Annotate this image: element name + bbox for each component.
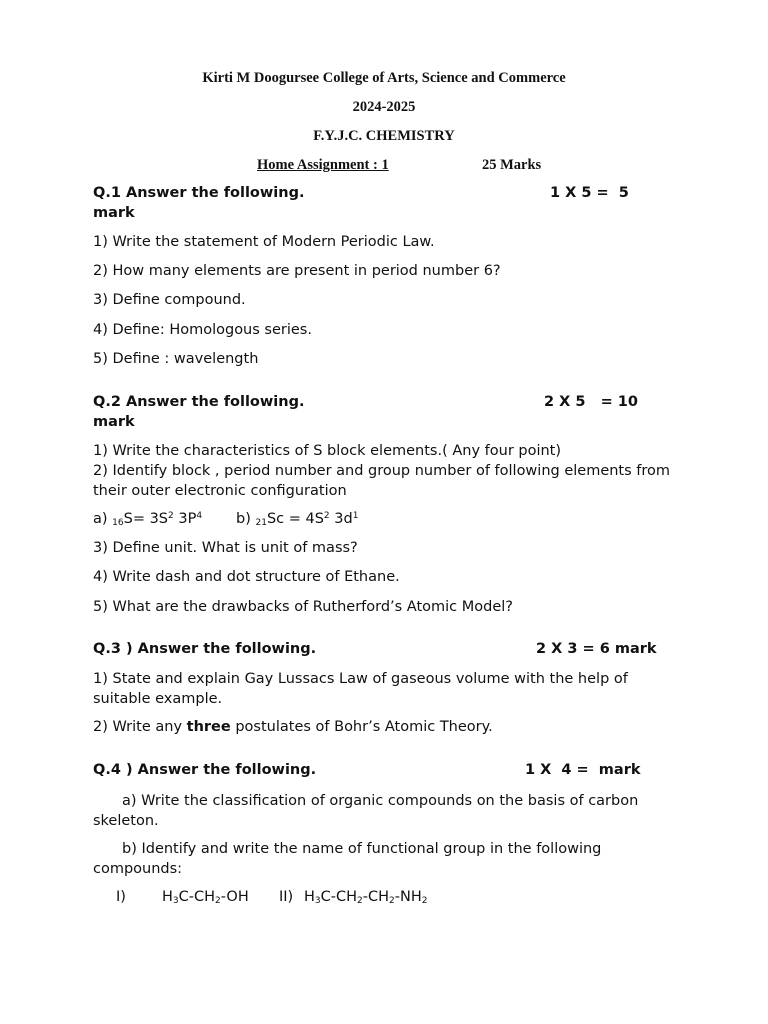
q1-item-5: 5) Define : wavelength xyxy=(93,351,259,367)
compound-1-label: I) xyxy=(116,889,126,905)
q1-marks: 1 X 5 = 5 xyxy=(550,185,629,201)
compound-2-p3: -CH xyxy=(362,889,390,905)
q2-formula-a xyxy=(93,511,202,528)
q3-marks: 2 X 3 = 6 mark xyxy=(536,641,657,657)
q1-item-3: 3) Define compound. xyxy=(93,292,246,308)
compound-2-s4: 2 xyxy=(421,896,428,906)
compound-2-p1: H xyxy=(304,889,315,905)
q2-formula-b xyxy=(236,511,358,528)
college-name: Kirti M Doogursee College of Arts, Science and Commerce xyxy=(202,70,566,86)
q3-item-2-bold: three xyxy=(186,719,231,735)
compound-2-label: II) xyxy=(279,889,294,905)
q4-item-a: a) Write the classification of organic compounds on the basis of carbon skeleton. xyxy=(93,793,639,829)
q1-marks-suffix: mark xyxy=(93,205,135,221)
compound-2-p4: -NH xyxy=(394,889,422,905)
compound-1-p3: -OH xyxy=(220,889,249,905)
compound-1-p1: H xyxy=(162,889,173,905)
q2-title: Q.2 Answer the following. xyxy=(93,394,305,410)
q1-item-1: 1) Write the statement of Modern Periodic Law. xyxy=(93,234,435,250)
compound-2-p2: C-CH xyxy=(320,889,358,905)
formula-b-symbol: Sc = 4S xyxy=(266,511,324,527)
formula-a-atomic-number: 16 xyxy=(112,518,124,528)
compound-1-p2: C-CH xyxy=(178,889,216,905)
q4-marks: 1 X 4 = mark xyxy=(525,762,641,778)
q2-item-3: 3) Define unit. What is unit of mass? xyxy=(93,540,358,556)
compound-2-s1: 3 xyxy=(314,896,321,906)
total-marks: 25 Marks xyxy=(482,157,542,173)
q2-item-5: 5) What are the drawbacks of Rutherford’s Atomic Model? xyxy=(93,599,513,615)
compound-2-formula xyxy=(304,889,427,906)
q3-title: Q.3 ) Answer the following. xyxy=(93,641,317,657)
compound-2-s3: 2 xyxy=(389,896,395,906)
academic-year: 2024-2025 xyxy=(352,99,416,115)
formula-b-sup-1: 2 xyxy=(323,511,330,521)
formula-a-symbol: S= 3S xyxy=(123,511,169,527)
q3-item-2-post: postulates of Bohr’s Atomic Theory. xyxy=(230,719,493,735)
formula-a-prefix: a) xyxy=(93,511,113,527)
formula-a-sup-1: 2 xyxy=(168,511,174,521)
q2-item-2: 2) Identify block , period number and group number of following elements from their outer electronic configuration xyxy=(93,463,671,499)
q1-item-4: 4) Define: Homologous series. xyxy=(93,322,312,338)
q3-item-1: 1) State and explain Gay Lussacs Law of gaseous volume with the help of suitable example. xyxy=(93,671,628,707)
compound-2-s2: 2 xyxy=(357,896,363,906)
formula-b-sup-2: 1 xyxy=(352,511,359,521)
formula-b-prefix: b) xyxy=(236,511,256,527)
subject-title: F.Y.J.C. CHEMISTRY xyxy=(313,128,455,144)
compound-1-s1: 3 xyxy=(172,896,179,906)
formula-b-mid: 3d xyxy=(329,511,353,527)
q2-item-4: 4) Write dash and dot structure of Ethane. xyxy=(93,569,400,585)
q2-marks: 2 X 5 = 10 xyxy=(544,394,638,410)
compound-1-s2: 2 xyxy=(215,896,221,906)
q2-marks-suffix: mark xyxy=(93,414,135,430)
q4-title: Q.4 ) Answer the following. xyxy=(93,762,317,778)
q4-item-b: b) Identify and write the name of functional group in the following compounds: xyxy=(93,841,602,877)
assignment-title: Home Assignment : 1 xyxy=(257,157,389,173)
compound-1-formula xyxy=(162,889,249,906)
q3-item-2 xyxy=(93,719,493,735)
q2-item-1: 1) Write the characteristics of S block elements.( Any four point) xyxy=(93,443,562,459)
q3-item-2-pre: 2) Write any xyxy=(93,719,187,735)
formula-a-mid: 3P xyxy=(173,511,197,527)
q1-item-2: 2) How many elements are present in period number 6? xyxy=(93,263,501,279)
q1-title: Q.1 Answer the following. xyxy=(93,185,305,201)
formula-a-sup-2: 4 xyxy=(196,511,203,521)
formula-b-atomic-number: 21 xyxy=(255,518,267,528)
